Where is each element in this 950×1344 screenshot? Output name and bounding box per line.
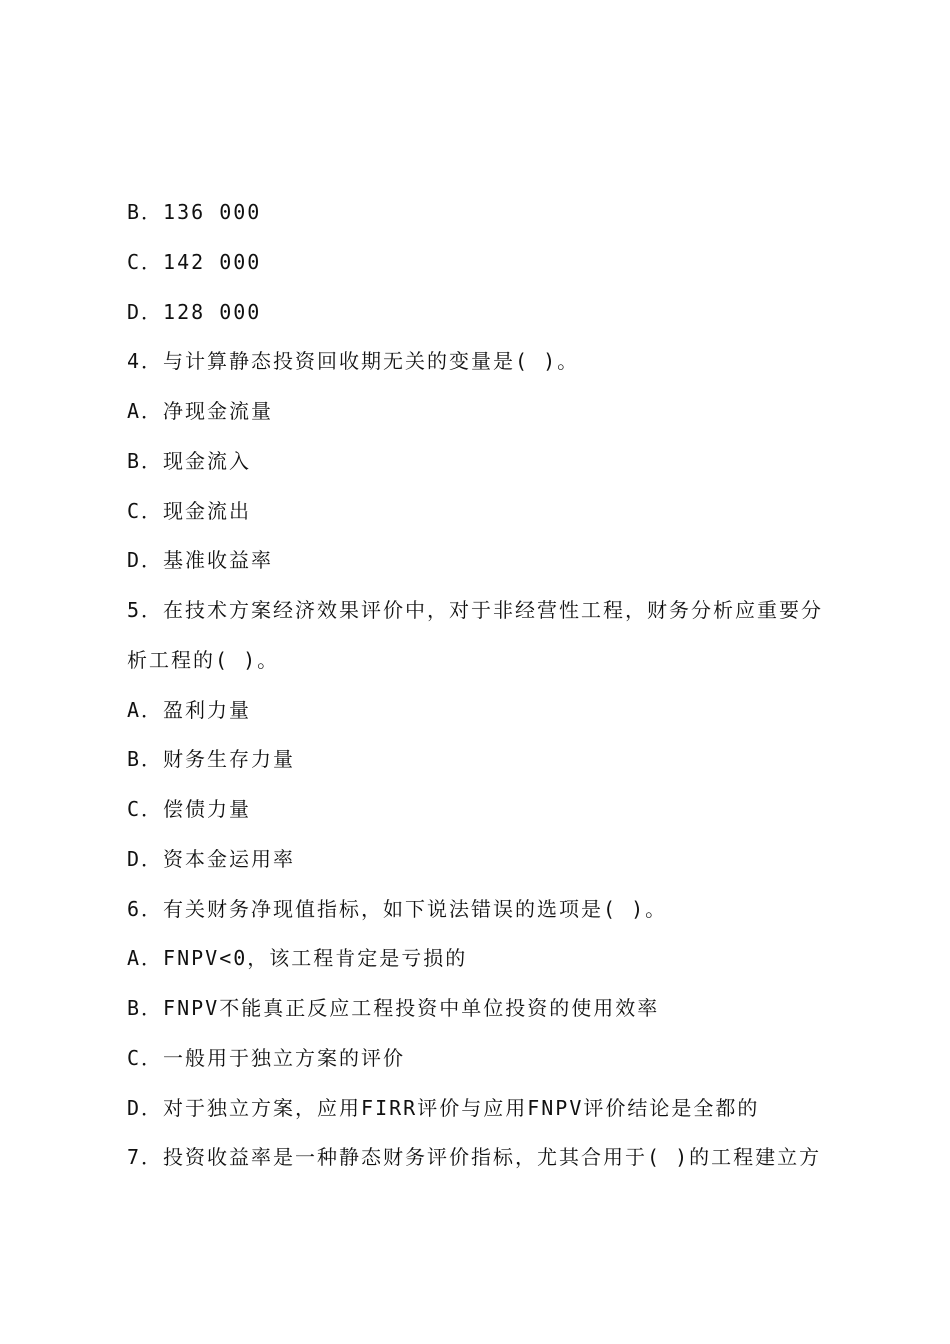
option-line: C．偿债力量: [127, 797, 252, 821]
question-line: 5．在技术方案经济效果评价中，对于非经营性工程，财务分析应重要分: [127, 598, 824, 622]
option-line: B．136 000: [127, 200, 262, 224]
option-line: B．财务生存力量: [127, 747, 296, 772]
question-line: 6．有关财务净现值指标，如下说法错误的选项是( )。: [127, 896, 668, 921]
document-body: [127, 188, 837, 1183]
option-line: B．FNPV不能真正反应工程投资中单位投资的使用效率: [127, 996, 660, 1020]
question-line: 7．投资收益率是一种静态财务评价指标，尤其合用于( )的工程建立方: [127, 1145, 822, 1170]
question-line: 4．与计算静态投资回收期无关的变量是( )。: [127, 349, 580, 374]
option-line: B．现金流入: [127, 448, 252, 473]
option-line: D．对于独立方案，应用FIRR评价与应用FNPV评价结论是全都的: [127, 1095, 760, 1120]
option-line: D．资本金运用率: [127, 846, 296, 871]
option-line: C．一般用于独立方案的评价: [127, 1045, 406, 1070]
option-line: D．128 000: [127, 299, 262, 324]
option-line: C．现金流出: [127, 498, 252, 523]
option-line: A．盈利力量: [127, 697, 252, 722]
option-line: A．FNPV<0，该工程肯定是亏损的: [127, 946, 468, 971]
option-line: D．基准收益率: [127, 548, 274, 573]
option-line: A．净现金流量: [127, 399, 274, 423]
question-line: 析工程的( )。: [127, 647, 280, 672]
option-line: C．142 000: [127, 249, 262, 274]
